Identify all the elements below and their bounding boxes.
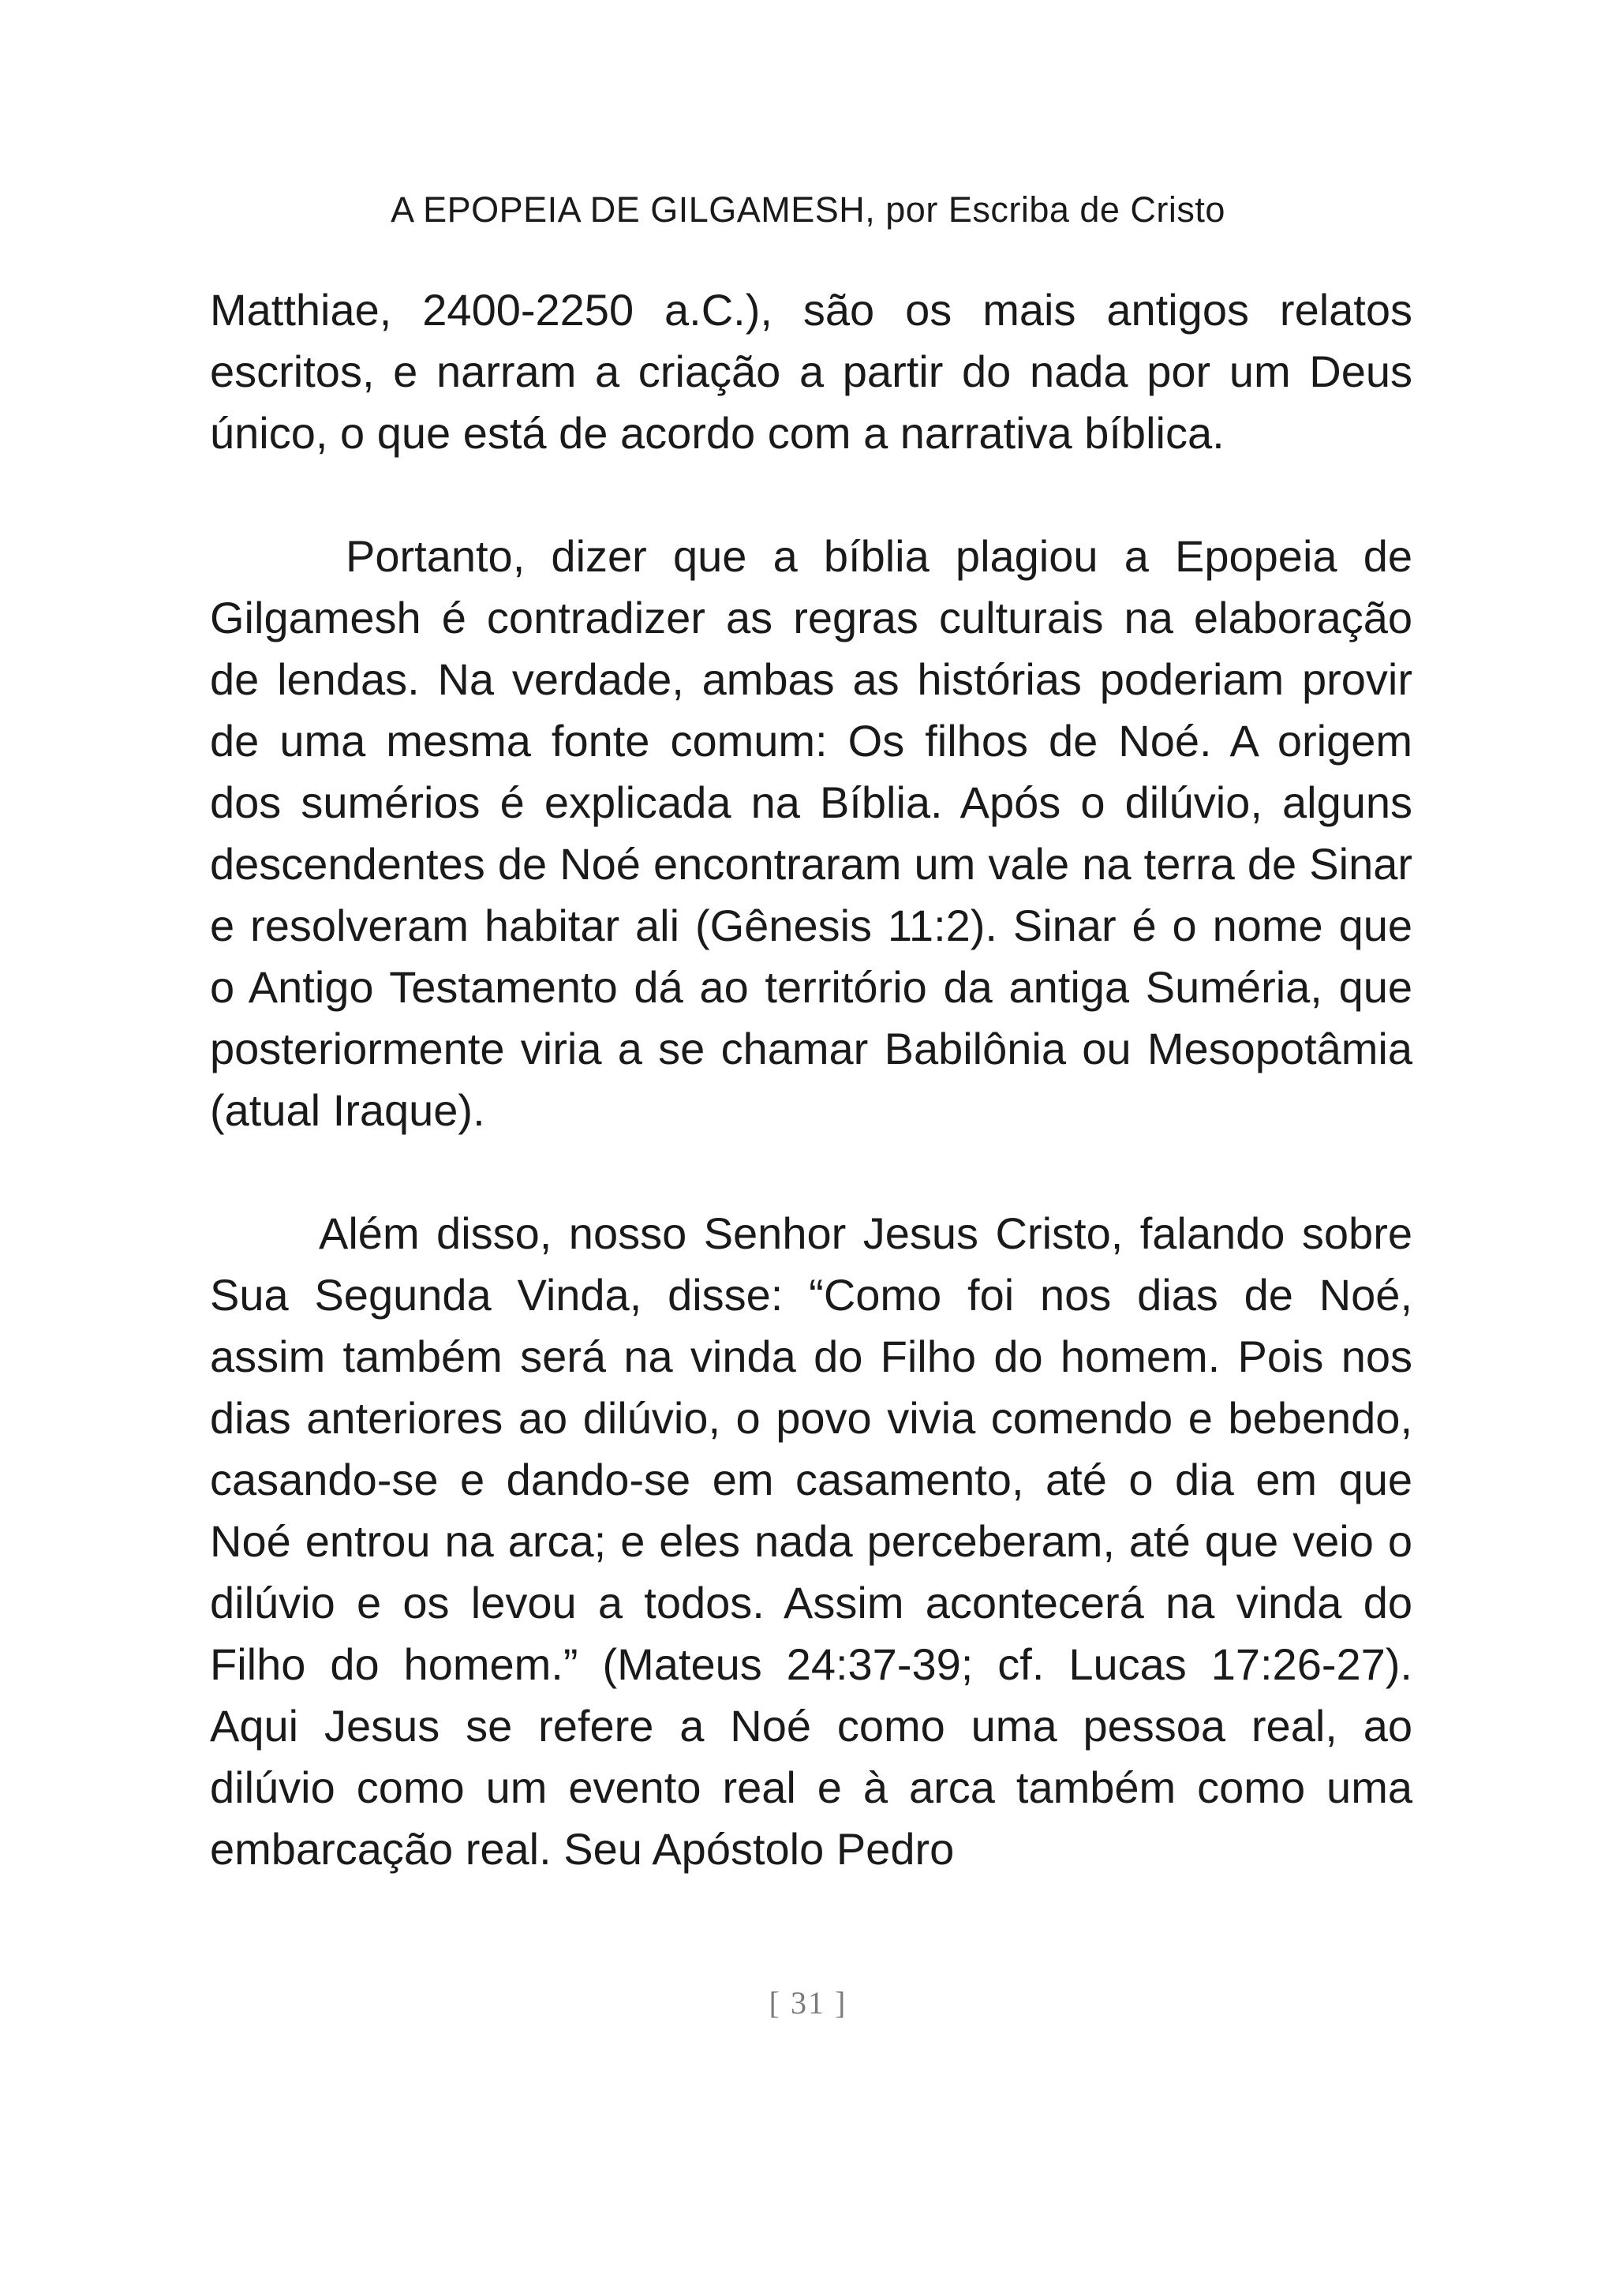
paragraph-jesus-testimony: Além disso, nosso Senhor Jesus Cristo, falando sobre Sua Segunda Vinda, disse: “Como foi nos dias de Noé, assim também será na vinda do Filho do homem. Pois nos dias anteriores ao dilúvio, o povo vivia comendo e bebendo, casando-se e dando-se em casamento, até o dia em que Noé entrou na arca; e eles nada perceberam, até que veio o dilúvio e os levou a todos. Assim acontecerá na vinda do Filho do homem.” (Mateus 24:37-39; cf. Lucas 17:26-27). Aqui Jesus se refere a Noé como uma pessoa real, ao dilúvio como um evento real e à arca também como uma embarcação real. Seu Apóstolo Pedro: [210, 1208, 1412, 1874]
body-text: [210, 279, 1412, 1880]
paragraph-plagiarism-argument: Portanto, dizer que a bíblia plagiou a Epopeia de Gilgamesh é contradizer as regras culturais na elaboração de lendas. Na verdade, ambas as histórias poderiam provir de uma mesma fonte comum: Os filhos de Noé. A origem dos sumérios é explicada na Bíblia. Após o dilúvio, alguns descendentes de Noé encontraram um vale na terra de Sinar e resolveram habitar ali (Gênesis 11:2). Sinar é o nome que o Antigo Testamento dá ao território da antiga Suméria, que posteriormente viria a se chamar Babilônia ou Mesopotâmia (atual Iraque).: [210, 531, 1412, 1135]
page-number: [ 31 ]: [769, 1985, 847, 2021]
paragraph-continuation: Matthiae, 2400-2250 a.C.), são os mais antigos relatos escritos, e narram a criação a partir do nada por um Deus único, o que está de acordo com a narrativa bíblica.: [210, 285, 1412, 458]
running-header: A EPOPEIA DE GILGAMESH, por Escriba de Cristo: [391, 189, 1225, 230]
